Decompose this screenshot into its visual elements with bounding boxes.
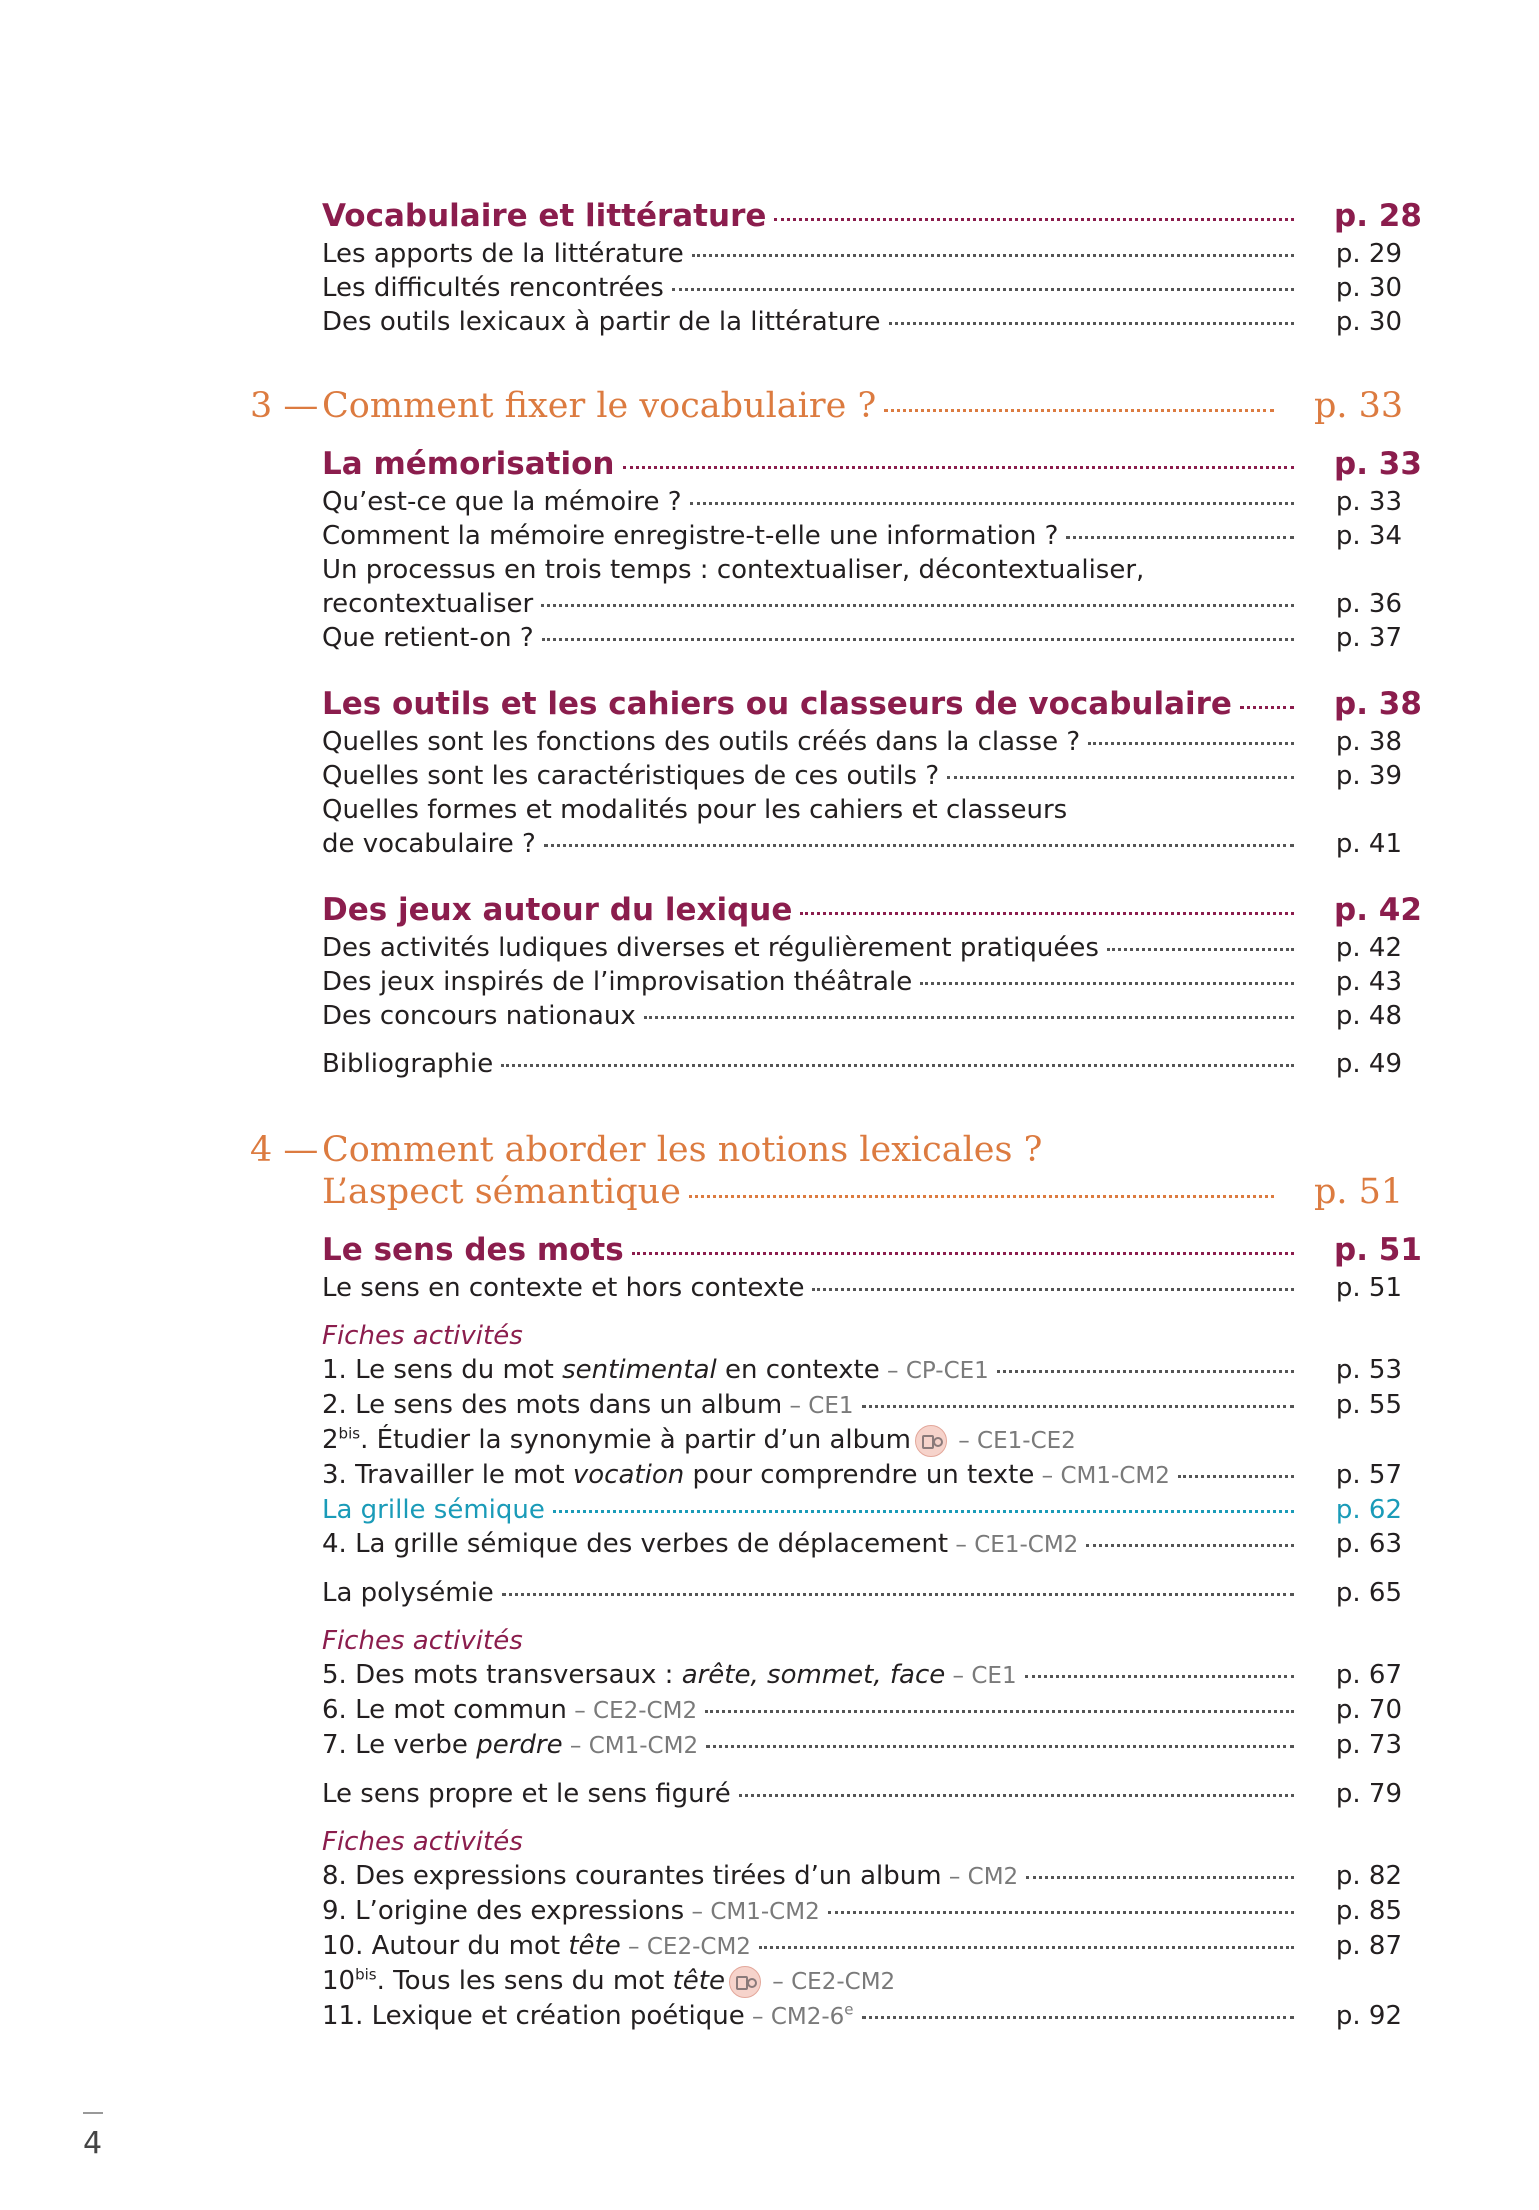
entry-label: Des concours nationaux <box>322 1001 636 1031</box>
level-tag: – CM2-6 <box>744 2004 845 2030</box>
entry-label: La polysémie <box>322 1578 494 1608</box>
level-tag: – CE1-CE2 <box>950 1428 1076 1454</box>
section-title: Vocabulaire et littérature <box>322 198 767 234</box>
entry-text: . Étudier la synonymie à partir d’un album <box>360 1425 911 1455</box>
toc-entry[interactable] <box>322 1271 1402 1305</box>
activity-entry-cd[interactable] <box>322 1423 1402 1458</box>
page-ref: p. 33 <box>1334 446 1422 482</box>
page-ref: p. 62 <box>1335 1495 1402 1525</box>
page-ref: p. 51 <box>1335 1273 1402 1303</box>
dot-leader <box>553 1510 1294 1513</box>
page-ref: p. 65 <box>1335 1578 1402 1608</box>
entry-number: 10 <box>322 1966 356 1996</box>
chapter-4-heading[interactable] <box>250 1129 1404 1213</box>
level-tag: – CE1 <box>782 1393 854 1419</box>
section-heading[interactable] <box>322 889 1422 931</box>
page-ref: p. 51 <box>1314 1172 1404 1212</box>
page-ref: p. 63 <box>1335 1529 1402 1559</box>
page-ref: p. 38 <box>1334 686 1422 722</box>
entry-number: 2 <box>322 1425 339 1455</box>
toc-entry[interactable] <box>322 519 1402 553</box>
dot-leader <box>1107 948 1294 951</box>
dot-leader <box>862 2016 1294 2019</box>
dot-leader <box>690 502 1294 505</box>
level-tag: – CM1-CM2 <box>684 1899 820 1925</box>
section-title: Les outils et les cahiers ou classeurs de vocabulaire <box>322 686 1232 722</box>
dot-leader <box>997 1370 1294 1373</box>
entry-text: 8. Des expressions courantes tirées d’un album <box>322 1861 942 1891</box>
entry-text: 2. Le sens des mots dans un album <box>322 1390 783 1420</box>
dot-leader <box>1025 1675 1294 1678</box>
entry-emphasis: vocation <box>572 1460 685 1490</box>
page-number-rule <box>83 2112 103 2114</box>
dot-leader <box>759 1946 1294 1949</box>
toc-entry[interactable] <box>322 999 1402 1033</box>
dot-leader <box>1088 742 1294 745</box>
entry-label: recontextualiser <box>322 589 534 619</box>
fiches-activites-label: Fiches activités <box>322 1827 523 1857</box>
entry-text: 7. Le verbe <box>322 1730 477 1760</box>
toc-entry[interactable] <box>322 725 1402 759</box>
chapter-title-line2: L’aspect sémantique <box>322 1172 681 1212</box>
page-number: 4 <box>83 2126 103 2161</box>
entry-text: 9. L’origine des expressions <box>322 1896 685 1926</box>
entry-text: 10. Autour du mot <box>322 1931 569 1961</box>
dot-leader <box>501 1064 1294 1067</box>
chapter-title: Comment fixer le vocabulaire ? <box>322 386 877 426</box>
table-of-contents <box>250 195 1422 2034</box>
entry-label: Que retient-on ? <box>322 623 534 653</box>
section-heading[interactable] <box>322 683 1422 725</box>
activity-entry[interactable] <box>322 1929 1402 1964</box>
dot-leader <box>947 776 1294 779</box>
dot-leader <box>1240 706 1294 709</box>
entry-label: Des jeux inspirés de l’improvisation théâtrale <box>322 967 913 997</box>
toc-entry-bibliography[interactable] <box>322 1047 1402 1081</box>
dot-leader <box>1086 1544 1294 1547</box>
page-ref: p. 42 <box>1334 892 1422 928</box>
dot-leader <box>884 409 1274 412</box>
activity-entry[interactable] <box>322 1388 1402 1423</box>
entry-label: Quelles sont les fonctions des outils créés dans la classe ? <box>322 727 1081 757</box>
toc-entry[interactable] <box>322 237 1402 271</box>
dot-leader <box>920 982 1294 985</box>
dot-leader <box>862 1405 1294 1408</box>
page-ref: p. 33 <box>1335 487 1402 517</box>
toc-entry[interactable] <box>322 621 1402 655</box>
entry-text: pour comprendre un texte <box>684 1460 1035 1490</box>
toc-entry[interactable] <box>322 1777 1402 1811</box>
page-ref: p. 79 <box>1335 1779 1402 1809</box>
level-tag: – CM1-CM2 <box>1034 1463 1170 1489</box>
page-ref: p. 29 <box>1335 239 1402 269</box>
fiches-activites-label: Fiches activités <box>322 1626 523 1656</box>
entry-label: Le sens propre et le sens figuré <box>322 1779 731 1809</box>
level-superscript: e <box>844 2000 854 2019</box>
entry-emphasis: sentimental <box>562 1355 717 1385</box>
dot-leader <box>541 604 1294 607</box>
entry-text: commun <box>453 1695 567 1725</box>
dot-leader <box>705 1710 1294 1713</box>
entry-text: 11. Lexique et création poétique <box>322 2001 745 2031</box>
entry-label: Comment la mémoire enregistre-t-elle une information ? <box>322 521 1059 551</box>
level-tag: – CE1-CM2 <box>948 1532 1079 1558</box>
entry-superscript: bis <box>338 1424 361 1443</box>
page-ref: p. 70 <box>1335 1695 1402 1725</box>
fiches-activites-label: Fiches activités <box>322 1321 523 1351</box>
page-ref: p. 37 <box>1335 623 1402 653</box>
entry-label: Les apports de la littérature <box>322 239 684 269</box>
activity-entry[interactable] <box>322 1527 1402 1562</box>
entry-text: 4. La grille sémique des verbes de déplacement <box>322 1529 949 1559</box>
level-tag: – CE1 <box>945 1663 1017 1689</box>
section-title: Des jeux autour du lexique <box>322 892 793 928</box>
dot-leader <box>502 1593 1294 1596</box>
entry-label: La grille sémique <box>322 1495 545 1525</box>
dot-leader <box>1066 536 1294 539</box>
section-title: Le sens des mots <box>322 1232 624 1268</box>
dot-leader <box>692 254 1294 257</box>
entry-text: 1. Le sens du mot <box>322 1355 563 1385</box>
entry-label: de vocabulaire ? <box>322 829 536 859</box>
dot-leader <box>889 322 1294 325</box>
chapter-3-heading[interactable] <box>250 385 1404 427</box>
page-ref: p. 30 <box>1335 273 1402 303</box>
dot-leader <box>632 1252 1294 1255</box>
dot-leader <box>623 466 1295 469</box>
level-tag: – CM2 <box>941 1864 1019 1890</box>
entry-emphasis: tête <box>568 1931 621 1961</box>
activity-entry-cd[interactable] <box>322 1964 1402 1999</box>
page-ref: p. 55 <box>1335 1390 1402 1420</box>
page-ref: p. 85 <box>1335 1896 1402 1926</box>
page-ref: p. 67 <box>1335 1660 1402 1690</box>
page-ref: p. 42 <box>1335 933 1402 963</box>
activity-entry[interactable] <box>322 1859 1402 1894</box>
dot-leader <box>1178 1475 1294 1478</box>
page-ref: p. 82 <box>1335 1861 1402 1891</box>
toc-entry-grille[interactable] <box>322 1493 1402 1527</box>
activity-entry[interactable] <box>322 1999 1402 2034</box>
section-heading[interactable] <box>322 1229 1422 1271</box>
entry-label-line[interactable]: Quelles formes et modalités pour les cahiers et classeurs <box>322 795 1068 825</box>
activity-entry[interactable] <box>322 1894 1402 1929</box>
level-tag: – CM1-CM2 <box>562 1733 699 1759</box>
entry-text: 5. Des mots transversaux : <box>322 1660 682 1690</box>
entry-emphasis: arête, sommet, face <box>681 1660 946 1690</box>
entry-label-line[interactable]: Un processus en trois temps : contextualiser, décontextualiser, <box>322 555 1145 585</box>
toc-entry[interactable] <box>322 1576 1402 1610</box>
page-ref: p. 39 <box>1335 761 1402 791</box>
dot-leader <box>828 1911 1294 1914</box>
page-ref: p. 49 <box>1335 1049 1402 1079</box>
activity-entry[interactable] <box>322 1458 1402 1493</box>
entry-label: Bibliographie <box>322 1049 494 1079</box>
entry-text: 3. Travailler le mot <box>322 1460 573 1490</box>
page-ref: p. 28 <box>1334 198 1422 234</box>
level-tag: – CE2-CM2 <box>566 1698 698 1724</box>
toc-entry[interactable] <box>322 759 1402 793</box>
entry-text: en contexte <box>716 1355 880 1385</box>
page-ref: p. 36 <box>1335 589 1402 619</box>
toc-entry[interactable] <box>322 305 1402 339</box>
cd-rom-icon <box>915 1425 947 1457</box>
page-ref: p. 73 <box>1335 1730 1402 1760</box>
entry-label: Des activités ludiques diverses et régulièrement pratiquées <box>322 933 1099 963</box>
activity-entry[interactable] <box>322 1353 1402 1388</box>
toc-entry[interactable] <box>322 965 1402 999</box>
entry-label: Le sens en contexte et hors contexte <box>322 1273 805 1303</box>
section-title: La mémorisation <box>322 446 615 482</box>
chapter-title-line1: Comment aborder les notions lexicales ? <box>322 1130 1043 1170</box>
dot-leader <box>689 1195 1274 1198</box>
entry-emphasis: tête <box>672 1966 725 1996</box>
toc-entry[interactable] <box>322 587 1402 621</box>
page-ref: p. 34 <box>1335 521 1402 551</box>
toc-entry[interactable] <box>322 931 1402 965</box>
level-tag: – CE2-CM2 <box>620 1934 751 1960</box>
dot-leader <box>1026 1876 1294 1879</box>
entry-text: 6. Le mot <box>322 1695 454 1725</box>
page-ref: p. 51 <box>1334 1232 1422 1268</box>
page-ref: p. 43 <box>1335 967 1402 997</box>
section-heading[interactable] <box>322 195 1422 237</box>
entry-superscript: bis <box>355 1965 377 1984</box>
level-tag: – CE2-CM2 <box>765 1969 896 1995</box>
entry-label: Les difficultés rencontrées <box>322 273 664 303</box>
chapter-number: 4 — <box>250 1130 319 1170</box>
entry-label: Des outils lexicaux à partir de la littérature <box>322 307 881 337</box>
entry-label: Quelles sont les caractéristiques de ces outils ? <box>322 761 940 791</box>
page-ref: p. 48 <box>1335 1001 1402 1031</box>
page-ref: p. 87 <box>1335 1931 1402 1961</box>
entry-emphasis: perdre <box>476 1730 563 1760</box>
page-ref: p. 53 <box>1335 1355 1402 1385</box>
toc-entry[interactable] <box>322 485 1402 519</box>
dot-leader <box>542 638 1294 641</box>
chapter-number: 3 — <box>250 386 319 426</box>
activity-entry[interactable] <box>322 1693 1402 1728</box>
level-tag: – CP-CE1 <box>879 1358 989 1384</box>
section-heading[interactable] <box>322 443 1422 485</box>
page-ref: p. 33 <box>1314 386 1404 426</box>
toc-entry[interactable] <box>322 827 1402 861</box>
dot-leader <box>644 1016 1294 1019</box>
entry-text: . Tous les sens du mot <box>376 1966 673 1996</box>
dot-leader <box>672 288 1294 291</box>
dot-leader <box>739 1794 1294 1797</box>
page-ref: p. 57 <box>1335 1460 1402 1490</box>
activity-entry[interactable] <box>322 1728 1402 1763</box>
entry-label: Qu’est-ce que la mémoire ? <box>322 487 682 517</box>
dot-leader <box>800 912 1294 915</box>
dot-leader <box>706 1745 1294 1748</box>
page-ref: p. 30 <box>1335 307 1402 337</box>
dot-leader <box>812 1288 1294 1291</box>
toc-entry[interactable] <box>322 271 1402 305</box>
page-ref: p. 38 <box>1335 727 1402 757</box>
page-ref: p. 92 <box>1335 2001 1402 2031</box>
dot-leader <box>774 218 1294 221</box>
activity-entry[interactable] <box>322 1658 1402 1693</box>
dot-leader <box>544 844 1294 847</box>
page-ref: p. 41 <box>1335 829 1402 859</box>
cd-rom-icon <box>729 1966 761 1998</box>
